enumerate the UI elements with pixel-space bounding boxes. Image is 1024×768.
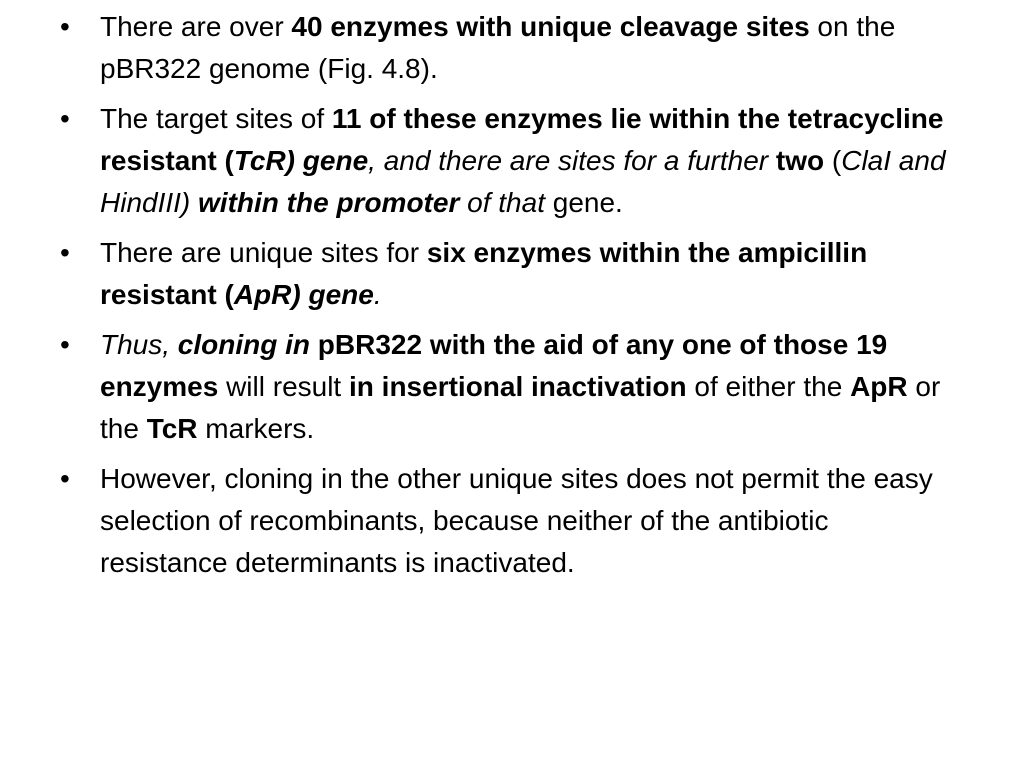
- text-segment: The target sites of: [100, 103, 332, 134]
- bullet-marker: •: [60, 237, 70, 268]
- text-segment: two: [768, 145, 825, 176]
- text-segment: or the: [100, 371, 941, 444]
- text-segment: .: [373, 279, 382, 310]
- bullet-item: [60, 458, 960, 584]
- bullet-marker: •: [60, 11, 70, 42]
- text-segment: will result: [218, 371, 349, 402]
- bullet-text: [100, 463, 933, 578]
- bullet-text: [100, 329, 940, 444]
- bullet-marker: •: [60, 103, 70, 134]
- text-segment: Thus,: [100, 329, 171, 360]
- text-segment: 40 enzymes with unique cleavage sites: [291, 11, 810, 42]
- text-segment: , and there are sites for a further: [368, 145, 769, 176]
- text-segment: of that: [459, 187, 545, 218]
- text-segment: TcR: [146, 413, 198, 444]
- text-segment: on the pBR322 genome (Fig. 4.8).: [100, 11, 896, 84]
- text-segment: (: [824, 145, 842, 176]
- text-segment: in insertional inactivation: [349, 371, 687, 402]
- text-segment: There are over: [100, 11, 292, 42]
- text-segment: ClaI and HindIII): [100, 145, 946, 218]
- slide-content: [60, 6, 960, 592]
- bullet-text: [100, 11, 895, 84]
- bullet-item: [60, 324, 960, 450]
- bullet-text: [100, 237, 867, 310]
- bullet-marker: •: [60, 329, 70, 360]
- text-segment: gene.: [544, 187, 623, 218]
- text-segment: six enzymes within the ampicillin resistant (: [100, 237, 868, 310]
- text-segment: However, cloning in the other unique sites does not permit the easy selection of recombinants, because neither of the antibiotic resistance determinants is inactivated.: [100, 463, 933, 578]
- text-segment: TcR) gene: [233, 145, 369, 176]
- text-segment: of either the: [686, 371, 851, 402]
- bullet-item: [60, 98, 960, 224]
- text-segment: cloning in: [170, 329, 311, 360]
- bullet-list: [60, 6, 960, 584]
- text-segment: There are unique sites for: [100, 237, 427, 268]
- bullet-marker: •: [60, 463, 70, 494]
- text-segment: pBR322 with the aid of any one of those 19 enzymes: [100, 329, 888, 402]
- bullet-item: [60, 232, 960, 316]
- bullet-item: [60, 6, 960, 90]
- bullet-text: [100, 103, 946, 218]
- text-segment: within the promoter: [190, 187, 460, 218]
- text-segment: ApR: [850, 371, 908, 402]
- text-segment: markers.: [197, 413, 315, 444]
- text-segment: 11 of these enzymes lie within the tetracycline resistant (: [100, 103, 944, 176]
- text-segment: ApR) gene: [233, 279, 374, 310]
